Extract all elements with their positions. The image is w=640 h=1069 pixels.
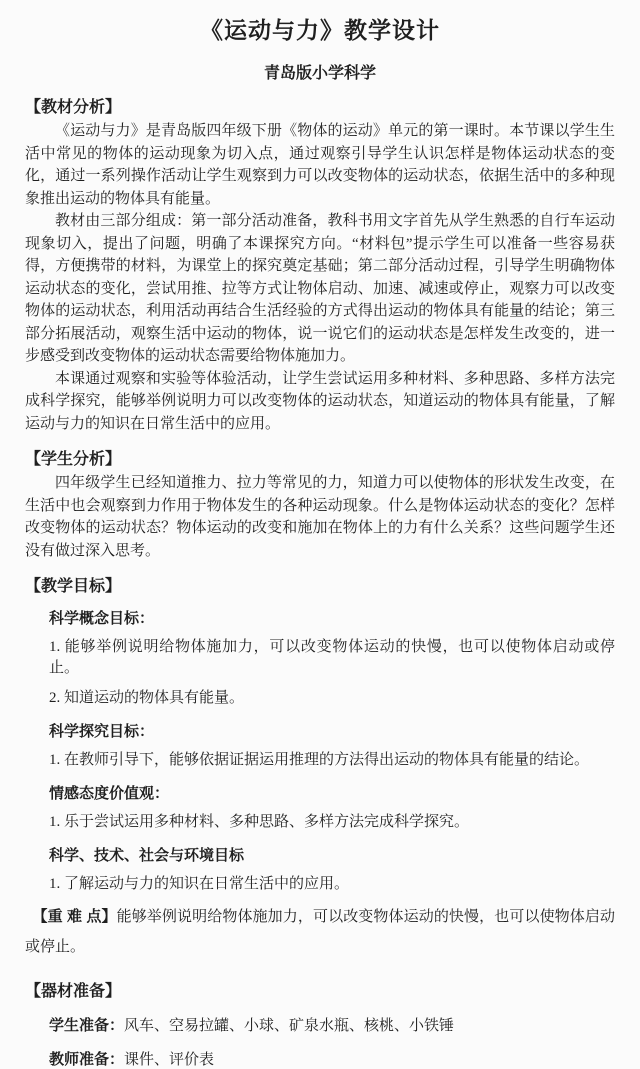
- material-analysis-paragraph-1: 《运动与力》是青岛版四年级下册《物体的运动》单元的第一课时。本节课以学生生活中常见的物体的运动现象为切入点，通过观察引导学生认识怎样是物体运动状态的变化，通过一系列操作活动让学生观察到力可以改变物体的运动状态，依据生活中的多种现象推出运动的物体具有能量。: [25, 123, 615, 207]
- document-subtitle: 青岛版小学科学: [263, 65, 376, 82]
- goal-item-inquiry-1: 1. 在教师引导下，能够依据证据运用推理的方法得出运动的物体具有能量的结论。: [49, 752, 590, 768]
- goal-label-science-concept: 科学概念目标：: [49, 610, 155, 627]
- section-heading-material-analysis: 【教材分析】: [25, 99, 122, 116]
- key-difficult-point: [25, 902, 615, 962]
- student-preparation-items: 风车、空易拉罐、小球、矿泉水瓶、核桃、小铁锤: [124, 1018, 455, 1034]
- teacher-preparation-line: [25, 1048, 615, 1069]
- student-analysis-paragraph: 四年级学生已经知道推力、拉力等常见的力，知道力可以使物体的形状发生改变，在生活中也会观察到力作用于物体发生的各种运动现象。什么是物体运动状态的变化？怎样改变物体的运动状态？物体运动的改变和施加在物体上的力有什么关系？这些问题学生还没有做过深入思考。: [25, 475, 615, 559]
- goal-label-science-inquiry: 科学探究目标：: [49, 723, 155, 740]
- key-point-label: 【重 难 点】: [32, 908, 117, 925]
- goal-item-attitude-1: 1. 乐于尝试运用多种材料、多种思路、多样方法完成科学探究。: [49, 814, 470, 830]
- goal-item-concept-2: 2. 知道运动的物体具有能量。: [49, 690, 245, 706]
- goal-item-concept-1: 1. 能够举例说明给物体施加力，可以改变物体运动的快慢，也可以使物体启动或停止。: [49, 639, 615, 676]
- document-title: 《运动与力》教学设计: [200, 17, 440, 43]
- key-point-text: 能够举例说明给物体施加力，可以改变物体运动的快慢，也可以使物体启动或停止。: [25, 909, 615, 955]
- section-heading-equipment: 【器材准备】: [25, 983, 122, 1000]
- material-analysis-paragraph-2: 教材由三部分组成：第一部分活动准备，教科书用文字首先从学生熟悉的自行车运动现象切入，提出了问题，明确了本课探究方向。“材料包”提示学生可以准备一些容易获得，方便携带的材料，为课堂上的探究奠定基础；第二部分活动过程，引导学生明确物体运动状态的变化，尝试用推、拉等方式让物体启动、加速、减速或停止，观察力可以改变物体的运动状态，利用活动再结合生活经验的方式得出运动的物体具有能量的结论；第三部分拓展活动，观察生活中运动的物体，说一说它们的运动状态是怎样发生改变的，进一步感受到改变物体的运动状态需要给物体施加力。: [25, 213, 615, 364]
- material-analysis-paragraph-3: 本课通过观察和实验等体验活动，让学生尝试运用多种材料、多种思路、多样方法完成科学探究，能够举例说明力可以改变物体的运动状态，知道运动的物体具有能量，了解运动与力的知识在日常生活中的应用。: [25, 370, 615, 432]
- teacher-preparation-items: 课件、评价表: [124, 1052, 215, 1068]
- student-preparation-label: 学生准备：: [49, 1017, 125, 1034]
- section-heading-student-analysis: 【学生分析】: [25, 451, 122, 468]
- section-heading-teaching-goals: 【教学目标】: [25, 578, 122, 595]
- teacher-preparation-label: 教师准备：: [49, 1051, 125, 1068]
- student-preparation-line: [25, 1014, 615, 1035]
- goal-item-sts-1: 1. 了解运动与力的知识在日常生活中的应用。: [49, 876, 350, 892]
- goal-label-sts-environment: 科学、技术、社会与环境目标: [49, 847, 245, 864]
- goal-label-attitude-values: 情感态度价值观：: [49, 785, 170, 802]
